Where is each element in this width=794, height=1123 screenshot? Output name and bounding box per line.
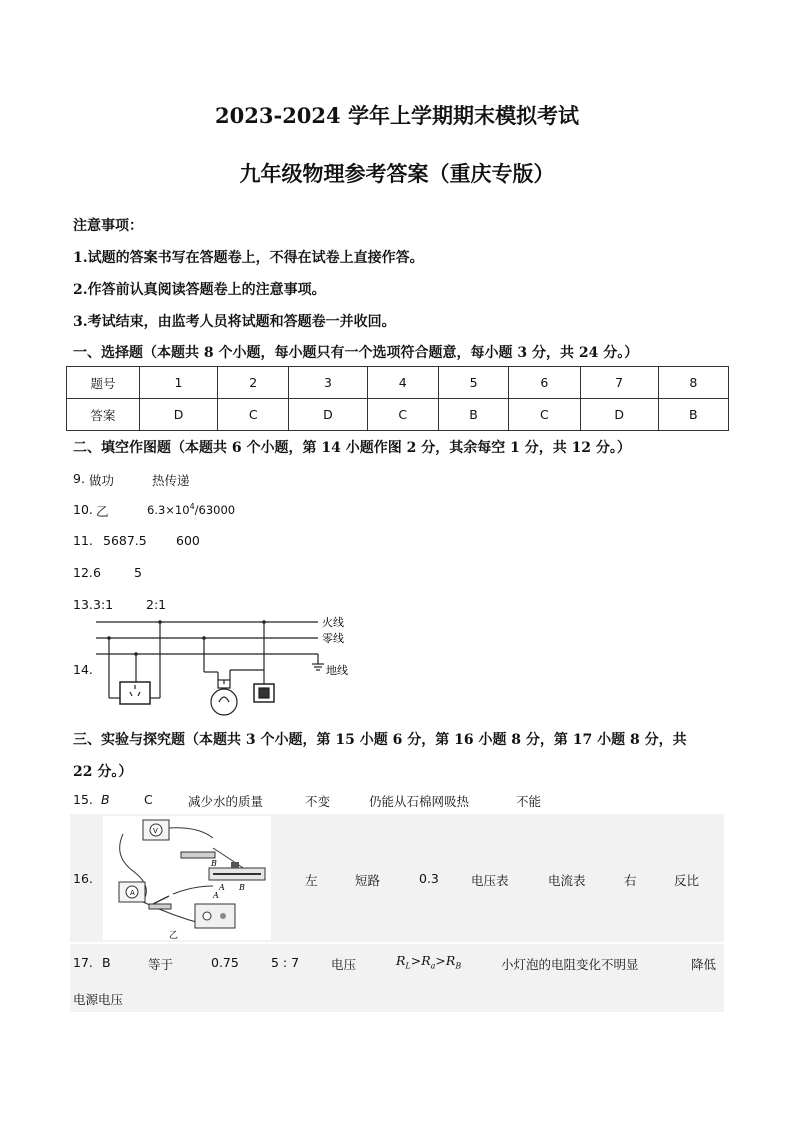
answer-cell: C bbox=[509, 399, 580, 431]
circuit-figure bbox=[103, 816, 271, 940]
q16-answer-1: 左 bbox=[305, 873, 318, 888]
question-number: 2 bbox=[218, 367, 289, 399]
q13-answer-1: 3:1 bbox=[93, 597, 114, 612]
question-number: 3 bbox=[289, 367, 367, 399]
question-number: 6 bbox=[509, 367, 580, 399]
q17-answer-8-continued: 电源电压 bbox=[73, 992, 124, 1007]
lamp-icon bbox=[211, 689, 237, 715]
svg-text:A: A bbox=[130, 889, 135, 897]
q14-number: 14. bbox=[73, 662, 93, 677]
terminal-label-b: B bbox=[211, 859, 217, 868]
note-item-3: 3.考试结束，由监考人员将试题和答题卷一并收回。 bbox=[73, 314, 396, 330]
section3-heading-line1: 三、实验与探究题（本题共 3 个小题，第 15 小题 6 分，第 16 小题 8 分，第 17 小题 8 分，共 bbox=[73, 732, 687, 748]
answer-table bbox=[66, 366, 729, 431]
question-number: 4 bbox=[367, 367, 438, 399]
section3-heading-line2: 22 分。） bbox=[73, 764, 133, 780]
q12-answer-2: 5 bbox=[134, 565, 142, 580]
q17-answer-2: 等于 bbox=[148, 957, 174, 972]
knife-switch-icon bbox=[149, 904, 171, 909]
q12-answer-1: 6 bbox=[93, 565, 101, 580]
q11-answer-2: 600 bbox=[176, 533, 200, 548]
answer-cell: D bbox=[580, 399, 658, 431]
page-title: 2023-2024 学年上学期期末模拟考试 bbox=[215, 103, 579, 128]
section1-heading: 一、选择题（本题共 8 个小题，每小题只有一个选项符合题意，每小题 3 分，共 24 分。） bbox=[73, 345, 639, 361]
q15-answer-2: C bbox=[144, 792, 153, 807]
answer-cell: B bbox=[658, 399, 728, 431]
table-row bbox=[67, 399, 729, 431]
q9-answer-2: 热传递 bbox=[152, 473, 190, 488]
q15-answer-1: B bbox=[101, 792, 110, 807]
q10-number: 10. bbox=[73, 502, 93, 517]
q13-number: 13. bbox=[73, 597, 93, 612]
q10-answer-2-base: 6.3×10 bbox=[147, 502, 190, 517]
question-number: 8 bbox=[658, 367, 728, 399]
rheostat-label-a: A bbox=[219, 883, 225, 892]
note-item-1: 1.试题的答案书写在答题卷上，不得在试卷上直接作答。 bbox=[73, 250, 424, 266]
q15-number: 15. bbox=[73, 792, 93, 807]
q17-answer-7: 小灯泡的电阻变化不明显 bbox=[501, 957, 639, 972]
wire-label-ground: 地线 bbox=[326, 664, 348, 677]
q10-answer-2-alt: /63000 bbox=[194, 502, 236, 517]
answer-cell: B bbox=[438, 399, 508, 431]
q10-answer-2 bbox=[147, 502, 235, 517]
q16-answer-7: 反比 bbox=[674, 873, 700, 888]
q17-answer-1: B bbox=[102, 955, 111, 970]
answer-cell: D bbox=[140, 399, 218, 431]
figure-label: 乙 bbox=[169, 931, 179, 940]
svg-text:V: V bbox=[153, 827, 158, 835]
table-row bbox=[67, 367, 729, 399]
q11-answer-1: 5687.5 bbox=[103, 533, 147, 548]
question-number: 7 bbox=[580, 367, 658, 399]
question-number: 1 bbox=[140, 367, 218, 399]
q17-answer-3: 0.75 bbox=[211, 955, 239, 970]
q15-answer-6: 不能 bbox=[516, 794, 542, 809]
page-subtitle: 九年级物理参考答案（重庆专版） bbox=[239, 161, 555, 186]
q16-answer-6: 右 bbox=[624, 873, 637, 888]
q16-answer-5: 电流表 bbox=[548, 873, 586, 888]
q10-answer-2-exponent: 4 bbox=[189, 502, 195, 511]
answer-cell: C bbox=[218, 399, 289, 431]
notes-heading: 注意事项： bbox=[73, 218, 143, 234]
q12-number: 12. bbox=[73, 565, 93, 580]
q10-answer-1: 乙 bbox=[96, 504, 109, 519]
wire-label-neutral: 零线 bbox=[322, 632, 344, 645]
rheostat-label-b: B bbox=[239, 883, 245, 892]
resistor-icon bbox=[181, 852, 215, 858]
q16-number: 16. bbox=[73, 871, 93, 886]
q16-answer-4: 电压表 bbox=[471, 873, 509, 888]
q17-number: 17. bbox=[73, 955, 93, 970]
q15-answer-4: 不变 bbox=[305, 794, 331, 809]
q17-answer-8: 降低 bbox=[691, 957, 717, 972]
q16-answer-2: 短路 bbox=[355, 873, 381, 888]
q13-answer-2: 2:1 bbox=[146, 597, 167, 612]
q17-resistance-relation: $R_L>R_a>R_B$ bbox=[396, 953, 462, 971]
question-number: 5 bbox=[438, 367, 508, 399]
q17-answer-4: 5 : 7 bbox=[271, 955, 300, 970]
q15-answer-5: 仍能从石棉网吸热 bbox=[369, 794, 470, 809]
power-supply-icon bbox=[195, 904, 235, 928]
q9-number: 9. bbox=[73, 471, 85, 486]
wire-label-live: 火线 bbox=[322, 616, 344, 629]
table-row-label: 题号 bbox=[67, 367, 140, 399]
note-item-2: 2.作答前认真阅读答题卷上的注意事项。 bbox=[73, 282, 326, 298]
answer-cell: C bbox=[367, 399, 438, 431]
wiring-diagram bbox=[90, 612, 360, 724]
q9-answer-1: 做功 bbox=[89, 473, 115, 488]
section2-heading: 二、填空作图题（本题共 6 个小题，第 14 小题作图 2 分，其余每空 1 分，共 12 分。） bbox=[73, 440, 631, 456]
q11-number: 11. bbox=[73, 533, 93, 548]
terminal-label-a: A bbox=[213, 891, 219, 900]
q15-answer-3: 减少水的质量 bbox=[188, 794, 264, 809]
q16-answer-3: 0.3 bbox=[419, 871, 439, 886]
q17-answer-5: 电压 bbox=[331, 957, 357, 972]
table-row-label: 答案 bbox=[67, 399, 140, 431]
answer-cell: D bbox=[289, 399, 367, 431]
